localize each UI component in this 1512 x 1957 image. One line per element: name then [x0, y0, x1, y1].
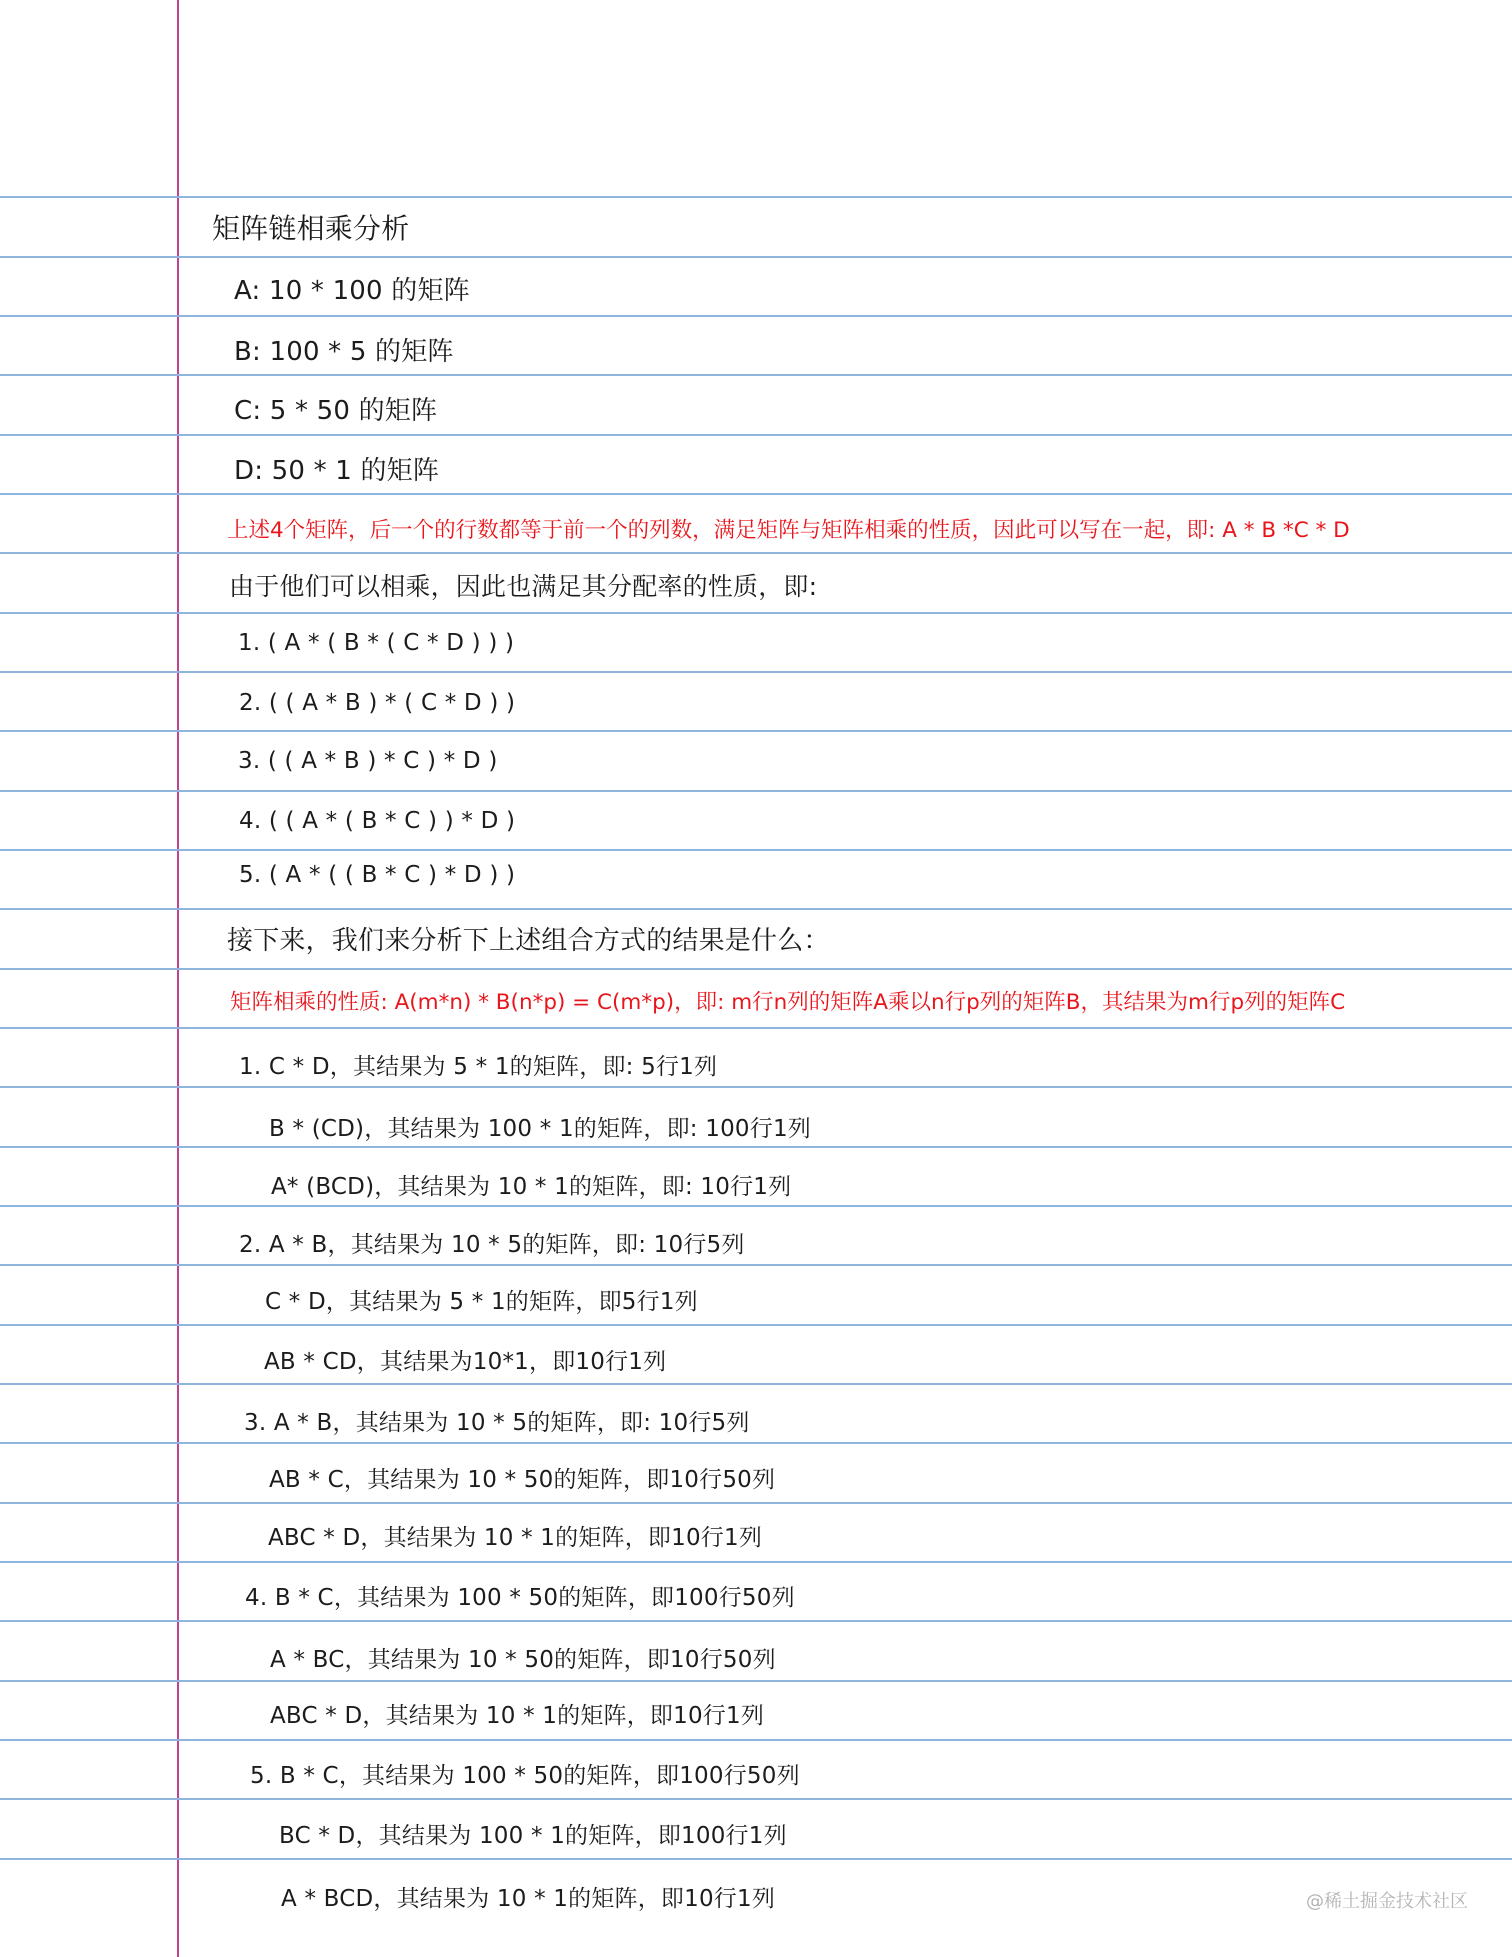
ruled-line [0, 374, 1512, 376]
ruled-line [0, 1146, 1512, 1148]
ruled-line [0, 849, 1512, 851]
ruled-line [0, 1620, 1512, 1622]
ruled-line [0, 1858, 1512, 1860]
ruled-line [0, 1324, 1512, 1326]
ruled-line [0, 1086, 1512, 1088]
analysis-step: 1. C * D，其结果为 5 * 1的矩阵，即: 5行1列 [239, 1054, 718, 1080]
parenthesization-2: 2. ( ( A * B ) * ( C * D ) ) [239, 690, 516, 716]
analysis-step: 3. A * B，其结果为 10 * 5的矩阵，即: 10行5列 [244, 1410, 750, 1436]
chain-condition-note: 上述4个矩阵，后一个的行数都等于前一个的列数，满足矩阵与矩阵相乘的性质，因此可以写在一起，即: A * B *C * D [227, 518, 1350, 543]
parenthesization-5: 5. ( A * ( ( B * C ) * D ) ) [239, 862, 516, 888]
ruled-line [0, 612, 1512, 614]
ruled-line [0, 1739, 1512, 1741]
ruled-line [0, 1383, 1512, 1385]
parenthesization-3: 3. ( ( A * B ) * C ) * D ) [238, 748, 498, 774]
ruled-line [0, 1680, 1512, 1682]
ruled-line [0, 1561, 1512, 1563]
ruled-line [0, 434, 1512, 436]
multiplication-property-note: 矩阵相乘的性质: A(m*n) * B(n*p) = C(m*p)，即: m行n列的矩阵A乘以n行p列的矩阵B，其结果为m行p列的矩阵C [230, 990, 1346, 1015]
ruled-line [0, 315, 1512, 317]
ruled-line [0, 256, 1512, 258]
analysis-step: 5. B * C，其结果为 100 * 50的矩阵，即100行50列 [250, 1763, 800, 1789]
matrix-c-definition: C: 5 * 50 的矩阵 [234, 396, 438, 426]
ruled-line [0, 1205, 1512, 1207]
analysis-step: 4. B * C，其结果为 100 * 50的矩阵，即100行50列 [245, 1585, 795, 1611]
analysis-step: A * BCD，其结果为 10 * 1的矩阵，即10行1列 [281, 1886, 776, 1912]
ruled-line [0, 908, 1512, 910]
analysis-step: A* (BCD)，其结果为 10 * 1的矩阵，即: 10行1列 [271, 1174, 792, 1200]
ruled-line [0, 790, 1512, 792]
analysis-step: 2. A * B，其结果为 10 * 5的矩阵，即: 10行5列 [239, 1232, 745, 1258]
analysis-step: AB * C，其结果为 10 * 50的矩阵，即10行50列 [269, 1467, 776, 1493]
analysis-step: AB * CD，其结果为10*1，即10行1列 [264, 1349, 667, 1375]
matrix-a-definition: A: 10 * 100 的矩阵 [234, 276, 470, 306]
parenthesization-1: 1. ( A * ( B * ( C * D ) ) ) [238, 630, 515, 656]
matrix-d-definition: D: 50 * 1 的矩阵 [234, 456, 440, 486]
matrix-b-definition: B: 100 * 5 的矩阵 [234, 337, 454, 367]
watermark: @稀土掘金技术社区 [1306, 1891, 1468, 1912]
analysis-step: A * BC，其结果为 10 * 50的矩阵，即10行50列 [270, 1647, 776, 1673]
analysis-intro: 接下来，我们来分析下上述组合方式的结果是什么： [227, 926, 830, 956]
parenthesization-4: 4. ( ( A * ( B * C ) ) * D ) [239, 808, 516, 834]
ruled-line [0, 196, 1512, 198]
analysis-step: C * D，其结果为 5 * 1的矩阵，即5行1列 [265, 1289, 698, 1315]
ruled-line [0, 1442, 1512, 1444]
ruled-line [0, 1027, 1512, 1029]
page-title: 矩阵链相乘分析 [212, 212, 410, 245]
ruled-line [0, 1798, 1512, 1800]
ruled-line [0, 552, 1512, 554]
ruled-line [0, 1264, 1512, 1266]
ruled-line [0, 493, 1512, 495]
analysis-step: ABC * D，其结果为 10 * 1的矩阵，即10行1列 [268, 1525, 763, 1551]
notebook-margin-line [177, 0, 179, 1957]
ruled-line [0, 730, 1512, 732]
analysis-step: B * (CD)，其结果为 100 * 1的矩阵，即: 100行1列 [269, 1116, 811, 1142]
ruled-line [0, 1502, 1512, 1504]
analysis-step: BC * D，其结果为 100 * 1的矩阵，即100行1列 [279, 1823, 787, 1849]
ruled-line [0, 968, 1512, 970]
associativity-intro: 由于他们可以相乘，因此也满足其分配率的性质，即: [229, 572, 818, 601]
ruled-line [0, 671, 1512, 673]
analysis-step: ABC * D，其结果为 10 * 1的矩阵，即10行1列 [270, 1703, 765, 1729]
